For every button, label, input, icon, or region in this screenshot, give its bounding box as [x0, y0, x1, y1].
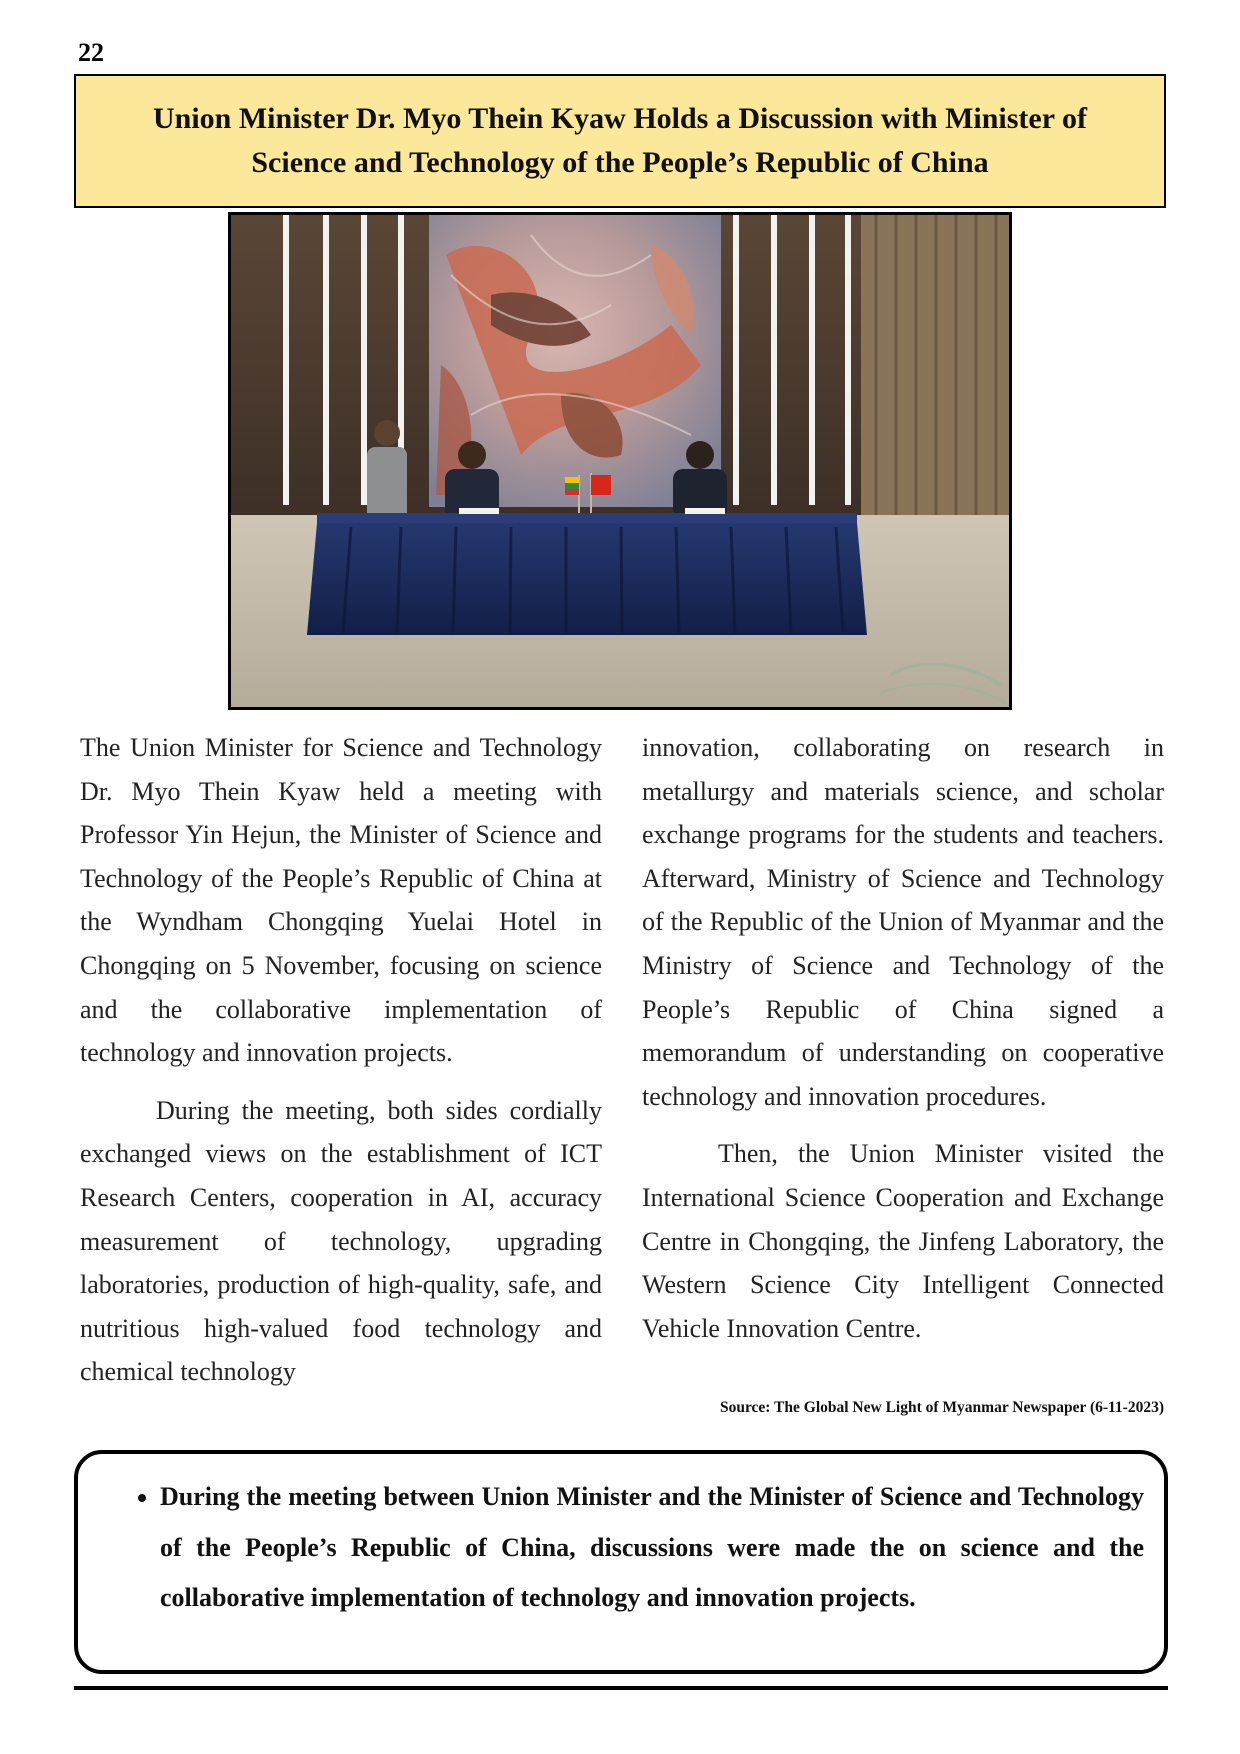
left-paragraph-2: During the meeting, both sides cordially exchanged views on the establishment of ICT Research Centers, cooperation in AI, accuracy measurement of technology, upgrading laboratories, production of high-quality, safe, and nutritious high-valued food technology and chemical technology — [80, 1095, 602, 1387]
signing-ceremony-photo — [231, 215, 1009, 707]
page-number: 22 — [78, 38, 104, 67]
article-photo — [228, 212, 1012, 710]
right-paragraph-1: innovation, collaborating on research in metallurgy and materials science, and scholar exchange programs for the students and teachers. Afterward, Ministry of Science and Technology of the Republic of the Union of Myanmar and the Ministry of Science and Technology of the People’s Republic of China signed a memorandum of understanding on cooperative technology and innovation procedures. — [642, 733, 1164, 1111]
right-column — [642, 726, 1164, 1350]
left-column — [80, 726, 602, 1394]
article-title: Union Minister Dr. Myo Thein Kyaw Holds a Discussion with Minister of Science and Technology of the People’s Republic of China — [153, 102, 1087, 179]
right-paragraph-2: Then, the Union Minister visited the International Science Cooperation and Exchange Centre in Chongqing, the Jinfeng Laboratory, the Western Science City Intelligent Connected Vehicle Innovation Centre. — [642, 1139, 1164, 1343]
summary-item: • During the meeting between Union Minister and the Minister of Science and Technology of the People’s Republic of China, discussions were made the on science and the collaborative implementation of technology and innovation projects. — [160, 1472, 1144, 1624]
summary-box — [74, 1450, 1168, 1674]
bottom-rule — [74, 1686, 1168, 1690]
left-paragraph-1: The Union Minister for Science and Technology Dr. Myo Thein Kyaw held a meeting with Professor Yin Hejun, the Minister of Science and Technology of the People’s Republic of China at the Wyndham Chongqing Yuelai Hotel in Chongqing on 5 November, focusing on science and the collaborative implementation of technology and innovation projects. — [80, 733, 602, 1068]
source-citation: Source: The Global New Light of Myanmar Newspaper (6-11-2023) — [719, 1399, 1164, 1416]
summary-list — [132, 1472, 1144, 1624]
article-title-box — [74, 74, 1166, 208]
